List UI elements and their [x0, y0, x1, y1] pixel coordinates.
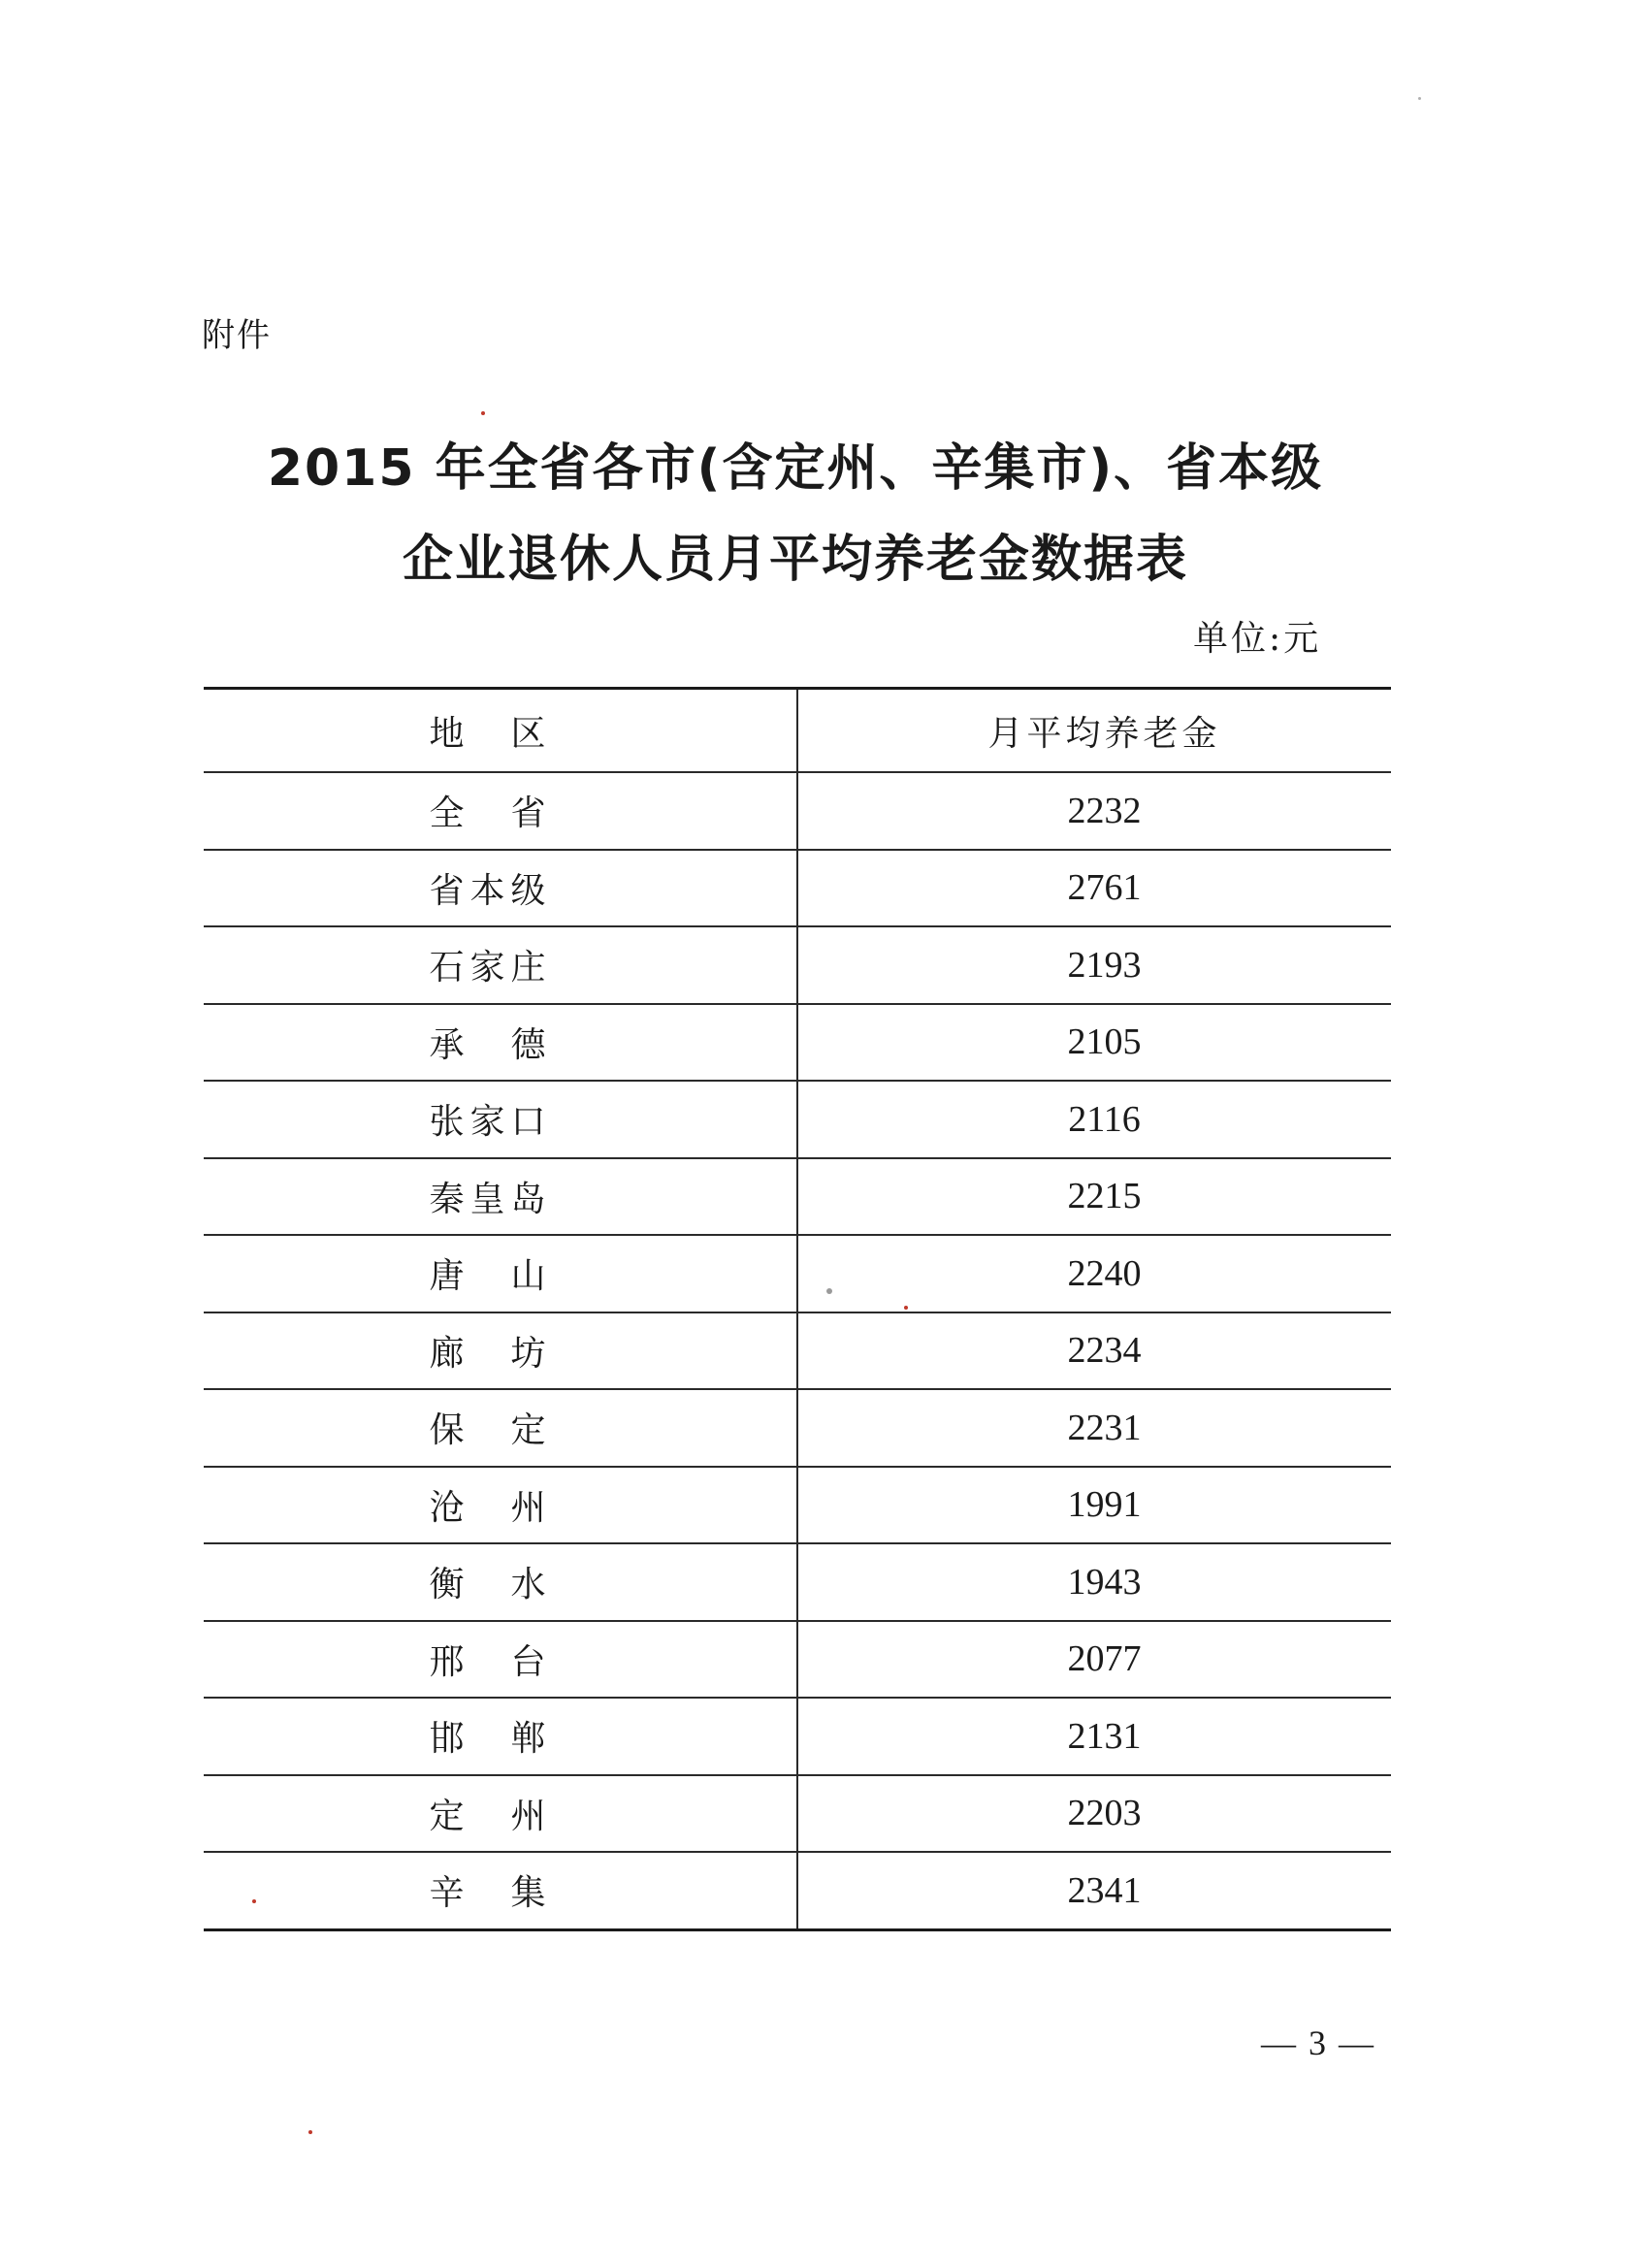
region-cell: 唐 山	[204, 1235, 797, 1312]
table-row	[204, 1235, 1391, 1312]
pension-value-cell: 2231	[797, 1389, 1391, 1467]
table-header-row	[204, 689, 1391, 773]
scan-speck	[904, 1306, 908, 1310]
region-cell: 张家口	[204, 1081, 797, 1158]
table-row	[204, 1158, 1391, 1236]
pension-value-cell: 2077	[797, 1621, 1391, 1699]
pension-data-table	[204, 687, 1391, 1931]
table-row	[204, 1004, 1391, 1082]
scan-speck	[252, 1899, 256, 1903]
scan-speck	[826, 1288, 832, 1294]
table-row	[204, 1852, 1391, 1929]
scan-speck	[481, 411, 485, 415]
table-row	[204, 850, 1391, 927]
region-cell: 廊 坊	[204, 1312, 797, 1390]
pension-value-cell: 2116	[797, 1081, 1391, 1158]
pension-value-cell: 2761	[797, 850, 1391, 927]
table-row	[204, 1621, 1391, 1699]
region-cell: 衡 水	[204, 1543, 797, 1621]
pension-value-cell: 2193	[797, 926, 1391, 1004]
table-row	[204, 772, 1391, 850]
region-cell: 省本级	[204, 850, 797, 927]
pension-value-cell: 2341	[797, 1852, 1391, 1929]
column-header-pension: 月平均养老金	[797, 689, 1391, 773]
pension-value-cell: 1991	[797, 1467, 1391, 1544]
region-cell: 辛 集	[204, 1852, 797, 1929]
pension-value-cell: 1943	[797, 1543, 1391, 1621]
pension-value-cell: 2131	[797, 1698, 1391, 1775]
region-cell: 邢 台	[204, 1621, 797, 1699]
page-title-line-1: 2015 年全省各市(含定州、辛集市)、省本级	[267, 439, 1324, 498]
attachment-label: 附件	[202, 316, 272, 355]
region-cell: 承 德	[204, 1004, 797, 1082]
pension-value-cell: 2234	[797, 1312, 1391, 1390]
pension-value-cell: 2105	[797, 1004, 1391, 1082]
table-row	[204, 926, 1391, 1004]
region-cell: 全 省	[204, 772, 797, 850]
page-title-line-2: 企业退休人员月平均养老金数据表	[402, 531, 1188, 589]
column-header-region: 地 区	[204, 689, 797, 773]
pension-value-cell: 2240	[797, 1235, 1391, 1312]
page-number: — 3 —	[1261, 2024, 1375, 2062]
table-row	[204, 1543, 1391, 1621]
region-cell: 沧 州	[204, 1467, 797, 1544]
table-row	[204, 1081, 1391, 1158]
table-row	[204, 1775, 1391, 1853]
region-cell: 定 州	[204, 1775, 797, 1853]
pension-value-cell: 2203	[797, 1775, 1391, 1853]
region-cell: 邯 郸	[204, 1698, 797, 1775]
table-row	[204, 1467, 1391, 1544]
table-row	[204, 1389, 1391, 1467]
scan-speck	[1418, 97, 1421, 100]
table-row	[204, 1698, 1391, 1775]
scan-speck	[308, 2130, 312, 2134]
unit-label: 单位:元	[1193, 619, 1322, 659]
pension-value-cell: 2215	[797, 1158, 1391, 1236]
region-cell: 保 定	[204, 1389, 797, 1467]
pension-value-cell: 2232	[797, 772, 1391, 850]
table-row	[204, 1312, 1391, 1390]
region-cell: 石家庄	[204, 926, 797, 1004]
region-cell: 秦皇岛	[204, 1158, 797, 1236]
